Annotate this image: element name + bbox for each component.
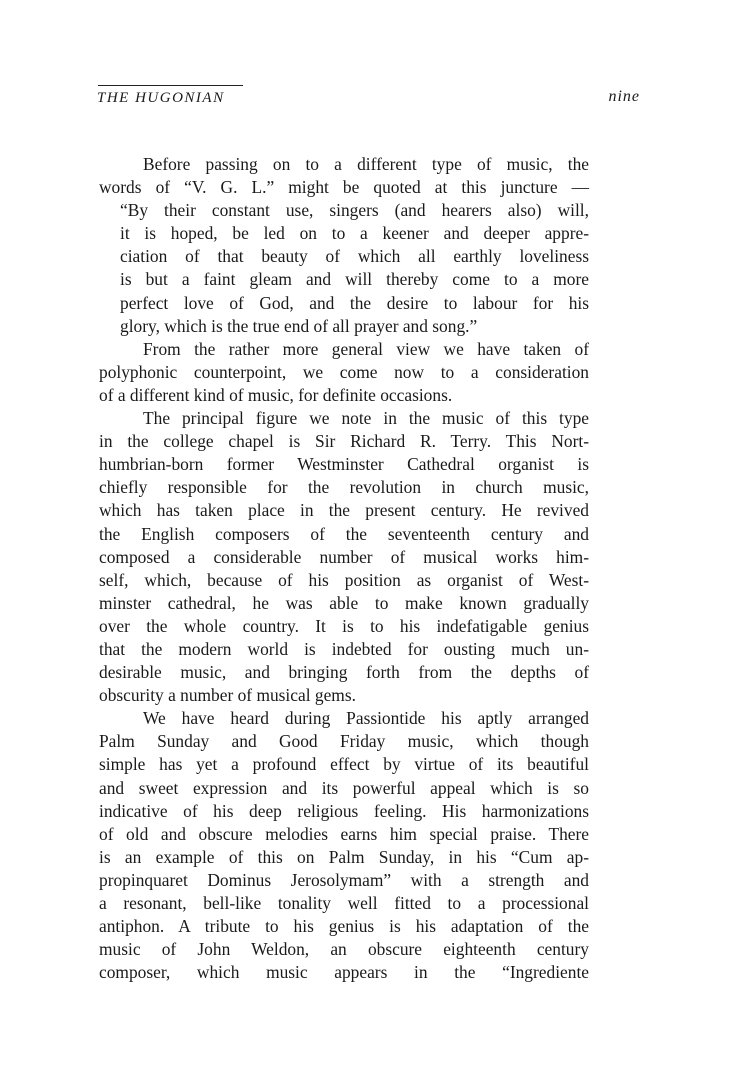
text-line: the English composers of the seventeenth century and — [99, 523, 589, 544]
text-line: a resonant, bell-like tonality well fitted to a processional — [99, 893, 589, 913]
text-line: The principal figure we note in the music of this type — [143, 408, 589, 429]
text-line: From the rather more general view we have taken of — [143, 338, 589, 359]
text-line: composed a considerable number of musical works him- — [99, 546, 589, 567]
text-line: over the whole country. It is to his indefatigable genius — [99, 615, 589, 636]
text-line: indicative of his deep religious feeling. His harmonizations — [99, 800, 589, 821]
text-line: antiphon. A tribute to his genius is his adaptation of the — [99, 916, 589, 937]
header-rule — [98, 85, 243, 86]
text-line: minster cathedral, he was able to make known gradually — [99, 592, 589, 613]
text-line: We have heard during Passiontide his aptly arranged — [143, 708, 589, 729]
page-number: nine — [608, 88, 640, 105]
text-line: polyphonic counterpoint, we come now to a consideration — [99, 361, 589, 382]
text-line: obscurity a number of musical gems. — [99, 685, 356, 706]
text-line: of a different kind of music, for definite occasions. — [99, 384, 453, 405]
text-line: music of John Weldon, an obscure eighteenth century — [99, 939, 589, 960]
text-line: is an example of this on Palm Sunday, in his “Cum ap- — [99, 846, 589, 867]
text-line: in the college chapel is Sir Richard R. Terry. This Nort- — [99, 431, 589, 452]
text-line: self, which, because of his position as organist of West- — [99, 569, 589, 590]
body-text — [99, 153, 589, 984]
text-line: of old and obscure melodies earns him special praise. There — [99, 823, 589, 844]
text-line: words of “V. G. L.” might be quoted at this juncture — — [99, 177, 589, 198]
text-line: and sweet expression and its powerful appeal which is so — [99, 777, 589, 798]
text-line: Palm Sunday and Good Friday music, which though — [99, 731, 589, 752]
text-line: “By their constant use, singers (and hearers also) will, — [120, 200, 589, 221]
text-line: composer, which music appears in the “Ingrediente — [99, 962, 589, 983]
text-line: chiefly responsible for the revolution in church music, — [99, 477, 589, 498]
running-title: THE HUGONIAN — [97, 90, 225, 106]
text-line: that the modern world is indebted for ousting much un- — [99, 638, 589, 659]
text-line: perfect love of God, and the desire to labour for his — [120, 292, 589, 313]
text-line: it is hoped, be led on to a keener and deeper appre- — [120, 223, 589, 244]
text-line: humbrian-born former Westminster Cathedral organist is — [99, 454, 589, 475]
text-line: glory, which is the true end of all prayer and song.” — [120, 315, 478, 336]
text-line: is but a faint gleam and will thereby come to a more — [120, 269, 589, 290]
text-line: which has taken place in the present century. He revived — [99, 500, 589, 521]
text-line: propinquaret Dominus Jerosolymam” with a strength and — [99, 869, 589, 890]
text-line: desirable music, and bringing forth from the depths of — [99, 662, 589, 683]
text-line: ciation of that beauty of which all earthly loveliness — [120, 246, 589, 267]
text-line: simple has yet a profound effect by virtue of its beautiful — [99, 754, 589, 775]
text-line: Before passing on to a different type of music, the — [143, 154, 589, 174]
